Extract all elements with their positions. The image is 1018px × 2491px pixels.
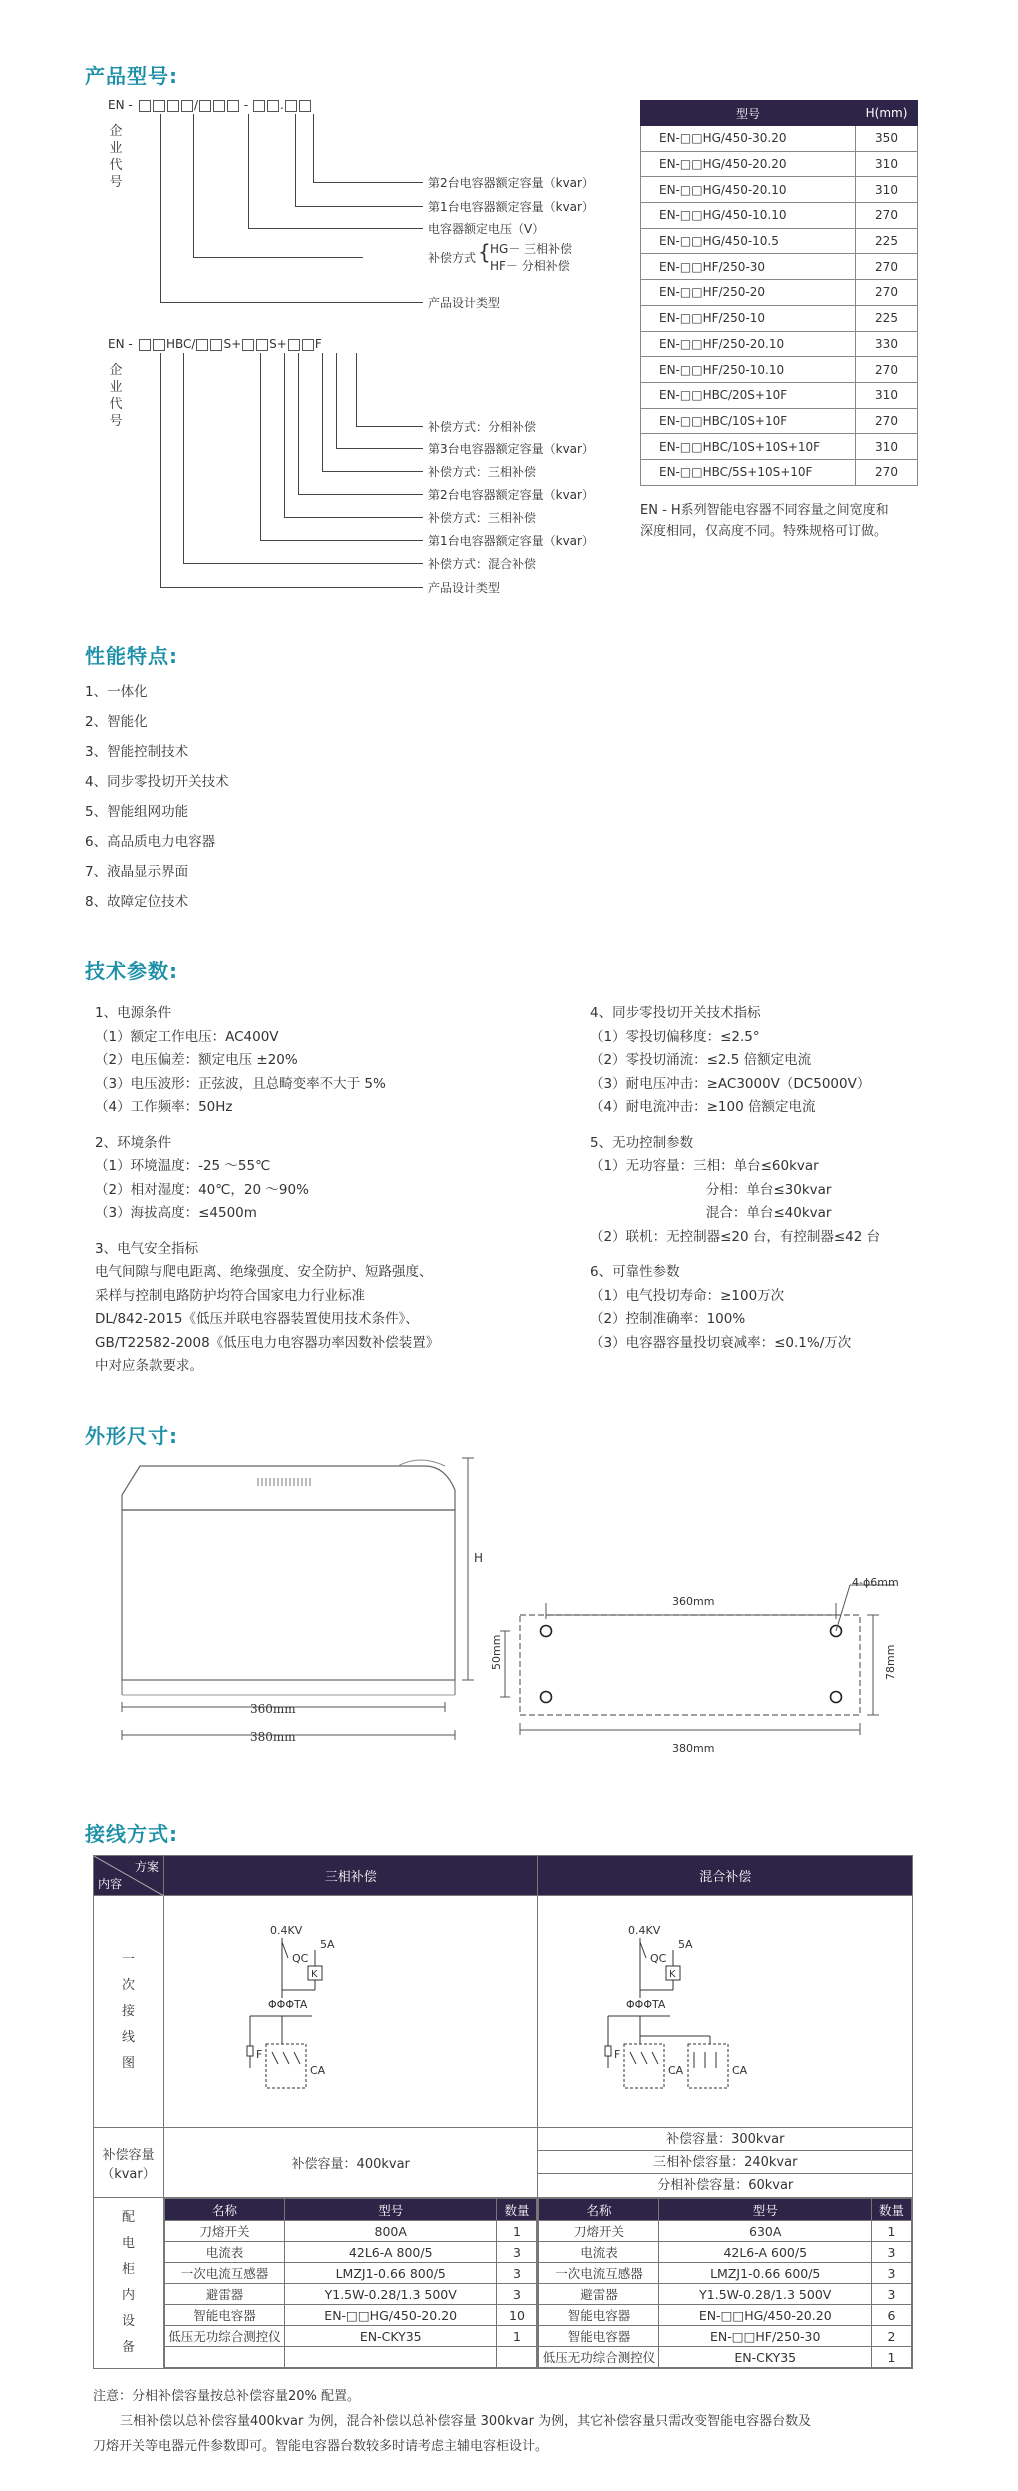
section-title-tech: 技术参数: — [85, 959, 178, 983]
wiring-row-diagram-label: 一 次 接 线 图 — [94, 1896, 164, 2128]
equip-cell: LMZJ1-0.66 600/5 — [659, 2263, 872, 2284]
equip-cell: 2 — [872, 2326, 912, 2347]
equip-cell: 42L6-A 800/5 — [284, 2242, 497, 2263]
equip-cell: 一次电流互感器 — [164, 2263, 284, 2284]
equip-cell: 智能电容器 — [164, 2305, 284, 2326]
table-row — [539, 2326, 912, 2347]
feature-item: 4、同步零投切开关技术 — [85, 774, 229, 790]
equip-cell: 3 — [497, 2263, 537, 2284]
tech-line — [95, 1226, 439, 1238]
equip-cell: LMZJ1-0.66 800/5 — [284, 2263, 497, 2284]
table-row — [641, 408, 918, 434]
model-cell: EN-□□HBC/5S+10S+10F — [641, 459, 856, 485]
height-cell: 350 — [856, 126, 918, 152]
height-cell: 310 — [856, 382, 918, 408]
dim-380-bottom: 380mm — [672, 1742, 715, 1755]
tech-params-right — [590, 1002, 880, 1355]
equip-cell: EN-□□HG/450-20.20 — [659, 2305, 872, 2326]
diagram-part — [247, 2046, 253, 2056]
equip-cell: EN-□□HG/450-20.20 — [284, 2305, 497, 2326]
tech-line: （1）额定工作电压：AC400V — [95, 1028, 279, 1045]
model-cell: EN-□□HG/450-10.10 — [641, 203, 856, 229]
table-row — [641, 305, 918, 331]
model-prefix-2: EN - — [108, 337, 133, 351]
table-row — [641, 151, 918, 177]
equip-header: 数量 — [497, 2199, 537, 2221]
feature-item: 3、智能控制技术 — [85, 744, 189, 760]
feature-item: 8、故障定位技术 — [85, 894, 189, 910]
vertical-label-2: 企 业 代 号 — [109, 363, 123, 429]
tech-line: 2、环境条件 — [95, 1134, 172, 1151]
model-cell: EN-□□HG/450-20.10 — [641, 177, 856, 203]
model-code-diagram-2 — [108, 337, 628, 602]
legend-1-0: 第2台电容器额定容量（kvar） — [428, 176, 594, 190]
table-row — [641, 126, 918, 152]
equip-cell: 1 — [497, 2326, 537, 2347]
equip-cell: 避雷器 — [539, 2284, 659, 2305]
model-cell: EN-□□HBC/10S+10S+10F — [641, 434, 856, 460]
table-row — [641, 280, 918, 306]
diagram-label: 0.4KV — [269, 1924, 303, 1937]
wiring-col-three-phase: 三相补偿 — [163, 1856, 538, 1896]
equipment-three-phase — [163, 2198, 538, 2369]
table-row — [164, 2263, 537, 2284]
diagram-part — [624, 2044, 664, 2088]
note-2: 刀熔开关等电器元件参数即可。智能电容器台数较多时请考虑主辅电容柜设计。 — [93, 2439, 549, 2454]
equipment-mixed — [538, 2198, 913, 2369]
equip-cell: 1 — [497, 2221, 537, 2242]
diagram-part — [272, 2052, 278, 2064]
dim-50: 50mm — [490, 1634, 503, 1670]
equip-cell: 42L6-A 600/5 — [659, 2242, 872, 2263]
equip-header: 数量 — [872, 2199, 912, 2221]
equip-header: 型号 — [659, 2199, 872, 2221]
tech-line: （1）无功容量：三相：单台≤60kvar — [590, 1158, 819, 1174]
section-title-model: 产品型号: — [85, 64, 178, 88]
diagram-label: ΦΦΦTA — [626, 1998, 666, 2011]
code-boxes-1: / - . — [138, 98, 312, 113]
diagram-part — [283, 2052, 289, 2064]
tech-line — [590, 1120, 880, 1132]
diagram-part — [294, 2052, 300, 2064]
tech-line: （3）耐电压冲击：≥AC3000V（DC5000V） — [590, 1075, 871, 1092]
tech-line: GB/T22582-2008《低压电力电容器功率因数补偿装置》 — [95, 1334, 440, 1351]
table-row — [164, 2242, 537, 2263]
front-view-drawing — [100, 1450, 500, 1750]
table-row — [641, 459, 918, 485]
diagram-label: 0.4KV — [628, 1924, 661, 1937]
equip-cell: EN-CKY35 — [659, 2347, 872, 2368]
height-cell: 225 — [856, 228, 918, 254]
table-row — [641, 434, 918, 460]
equip-cell: 3 — [872, 2263, 912, 2284]
diagram-label: CA — [309, 2064, 326, 2077]
table-row — [641, 331, 918, 357]
legend-2-7: 产品设计类型 — [428, 581, 501, 595]
diagram-part — [266, 2044, 306, 2088]
diagram-label: 5A — [678, 1938, 694, 1951]
dim-h-label: H — [474, 1551, 484, 1565]
tech-line: （4）工作频率：50Hz — [95, 1099, 233, 1115]
diagram-part — [605, 2046, 611, 2056]
table-row — [539, 2221, 912, 2242]
model-cell: EN-□□HBC/20S+10F — [641, 382, 856, 408]
tech-line: （3）电压波形：正弦波，且总畸变率不大于 5% — [95, 1075, 386, 1092]
diagram-part — [652, 2052, 658, 2064]
table-row — [641, 254, 918, 280]
equip-cell: 一次电流互感器 — [539, 2263, 659, 2284]
feature-item: 5、智能组网功能 — [85, 804, 189, 820]
model-cell: EN-□□HG/450-30.20 — [641, 126, 856, 152]
model-table-note: EN - H系列智能电容器不同容量之间宽度和 深度相同，仅高度不同。特殊规格可订做。 — [640, 503, 889, 539]
feature-item: 1、一体化 — [85, 684, 148, 700]
wiring-col-mixed: 混合补偿 — [538, 1856, 913, 1896]
height-cell: 330 — [856, 331, 918, 357]
height-cell: 270 — [856, 203, 918, 229]
equip-cell: 低压无功综合测控仪 — [164, 2326, 284, 2347]
dim-380-front: 380mm — [250, 1730, 296, 1744]
note-0: 注意：分相补偿容量按总补偿容量20% 配置。 — [93, 2389, 361, 2404]
tech-line: （2）电压偏差：额定电压 ±20% — [95, 1052, 298, 1068]
model-code-diagram-1: EN - / - . 企 业 代 号 第2台电容器额定容量（kvar） 第1台电容器额定容量（kvar） 电容器额定电压（V） 补偿方式 { HG－ 三相补偿 HF－ 分相补偿 产品设计类型 — [108, 98, 594, 310]
wiring-table — [93, 1855, 913, 2369]
height-cell: 310 — [856, 151, 918, 177]
dim-360-front: 360mm — [250, 1702, 296, 1716]
vertical-label-1: 企 业 代 号 — [109, 124, 123, 190]
note-1: 三相补偿以总补偿容量400kvar 为例，混合补偿以总补偿容量 300kvar 为例，其它补偿容量只需改变智能电容器台数及 — [120, 2414, 812, 2429]
equip-cell: 10 — [497, 2305, 537, 2326]
tech-line: （1）电气投切寿命：≥100万次 — [590, 1287, 785, 1304]
tech-line: DL/842-2015《低压并联电容器装置使用技术条件》、 — [95, 1311, 419, 1327]
table-row — [641, 177, 918, 203]
diagram-label: 5A — [319, 1938, 335, 1951]
tech-line — [95, 1120, 439, 1132]
legend-1-5: HF－ 分相补偿 — [490, 259, 570, 273]
equip-cell: 800A — [284, 2221, 497, 2242]
table-row — [164, 2326, 537, 2347]
tech-line — [590, 1249, 880, 1261]
tech-line: 电气间隙与爬电距离、绝缘强度、安全防护、短路强度、 — [95, 1264, 433, 1280]
equip-cell: 智能电容器 — [539, 2305, 659, 2326]
section-title-wiring: 接线方式: — [85, 1822, 178, 1846]
table-row — [539, 2305, 912, 2326]
legend-1-3: 补偿方式 — [428, 251, 477, 265]
section-title-features: 性能特点: — [85, 644, 178, 668]
legend-2-0: 补偿方式：分相补偿 — [428, 420, 537, 434]
capacity-three-phase: 补偿容量：400kvar — [163, 2128, 538, 2198]
equip-header: 名称 — [164, 2199, 284, 2221]
legend-2-1: 第3台电容器额定容量（kvar） — [428, 442, 594, 456]
legend-2-6: 补偿方式：混合补偿 — [428, 557, 537, 571]
diagram-label: QC — [291, 1952, 309, 1965]
equip-cell: 刀熔开关 — [164, 2221, 284, 2242]
equip-cell: Y1.5W-0.28/1.3 500V — [284, 2284, 497, 2305]
diagram-part — [630, 2052, 636, 2064]
tech-line: （1）环境温度：-25 ～55℃ — [95, 1158, 271, 1174]
diagram-label: F — [614, 2048, 621, 2061]
equip-cell: 630A — [659, 2221, 872, 2242]
equip-cell — [284, 2347, 497, 2368]
model-cell: EN-□□HF/250-20.10 — [641, 331, 856, 357]
equip-cell: Y1.5W-0.28/1.3 500V — [659, 2284, 872, 2305]
diagram-label: F — [255, 2048, 263, 2061]
equip-cell: 1 — [872, 2347, 912, 2368]
equip-cell: EN-□□HF/250-30 — [659, 2326, 872, 2347]
tech-line: 采样与控制电路防护均符合国家电力行业标准 — [95, 1287, 365, 1304]
legend-1-6: 产品设计类型 — [428, 296, 501, 310]
equip-cell: 3 — [497, 2242, 537, 2263]
section-title-dims: 外形尺寸: — [85, 1424, 178, 1448]
equip-cell — [164, 2347, 284, 2368]
model-cell: EN-□□HG/450-10.5 — [641, 228, 856, 254]
diagram-part — [640, 1942, 646, 1958]
feature-item: 6、高品质电力电容器 — [85, 834, 216, 850]
tech-line: 中对应条款要求。 — [95, 1358, 203, 1374]
height-cell: 270 — [856, 280, 918, 306]
equip-cell: 3 — [497, 2284, 537, 2305]
diagram-label: QC — [650, 1952, 667, 1965]
table-row — [641, 382, 918, 408]
legend-1-4: HG－ 三相补偿 — [490, 242, 573, 256]
height-cell: 310 — [856, 434, 918, 460]
legend-1-2: 电容器额定电压（V） — [428, 222, 545, 236]
equip-cell: EN-CKY35 — [284, 2326, 497, 2347]
table-row — [164, 2305, 537, 2326]
table-row — [539, 2242, 912, 2263]
tech-line: 混合：单台≤40kvar — [590, 1205, 832, 1221]
tech-line: 5、无功控制参数 — [590, 1134, 694, 1151]
tech-line: 6、可靠性参数 — [590, 1264, 680, 1280]
model-cell: EN-□□HF/250-10.10 — [641, 357, 856, 383]
diagram-part — [282, 1942, 288, 1958]
tech-line: （2）相对湿度：40℃，20 ～90% — [95, 1181, 309, 1198]
equip-cell: 1 — [872, 2221, 912, 2242]
legend-1-1: 第1台电容器额定容量（kvar） — [428, 200, 594, 214]
dim-78: 78mm — [884, 1644, 897, 1680]
diagram-label: CA — [668, 2064, 684, 2077]
height-cell: 225 — [856, 305, 918, 331]
model-cell: EN-□□HF/250-30 — [641, 254, 856, 280]
tech-line: （4）耐电流冲击：≥100 倍额定电流 — [590, 1099, 816, 1115]
tech-line: 4、同步零投切开关技术指标 — [590, 1005, 761, 1021]
table-row — [164, 2284, 537, 2305]
tech-params-left — [95, 1002, 439, 1379]
legend-2-4: 补偿方式：三相补偿 — [428, 511, 537, 525]
equipment-row-label: 配 电 柜 内 设 备 — [94, 2198, 164, 2369]
height-cell: 270 — [856, 459, 918, 485]
model-height-table — [640, 100, 918, 486]
tech-line: （1）零投切偏移度：≤2.5° — [590, 1028, 760, 1045]
legend-2-3: 第2台电容器额定容量（kvar） — [428, 488, 594, 502]
model-cell: EN-□□HF/250-10 — [641, 305, 856, 331]
tech-line: （2）零投切涌流：≤2.5 倍额定电流 — [590, 1052, 812, 1068]
equip-header: 名称 — [539, 2199, 659, 2221]
table-row — [641, 357, 918, 383]
equip-cell: 3 — [872, 2242, 912, 2263]
diagram-mixed — [538, 1896, 913, 2128]
model-cell: EN-□□HBC/10S+10F — [641, 408, 856, 434]
model-cell: EN-□□HG/450-20.20 — [641, 151, 856, 177]
tech-line: （2）控制准确率：100% — [590, 1311, 746, 1327]
equip-header: 型号 — [284, 2199, 497, 2221]
diagram-part — [641, 2052, 647, 2064]
legend-2-5: 第1台电容器额定容量（kvar） — [428, 534, 594, 548]
dim-360-bottom: 360mm — [672, 1595, 715, 1608]
equip-cell: 电流表 — [539, 2242, 659, 2263]
diagram-label: ΦΦΦTA — [267, 1998, 308, 2011]
table-row — [539, 2263, 912, 2284]
equip-cell: 避雷器 — [164, 2284, 284, 2305]
table-row — [539, 2347, 912, 2368]
table-row — [164, 2221, 537, 2242]
equip-cell: 低压无功综合测控仪 — [539, 2347, 659, 2368]
diagram-three-phase — [163, 1896, 538, 2128]
equip-cell: 3 — [872, 2284, 912, 2305]
diagram-label: CA — [732, 2064, 748, 2077]
code-boxes-2: HBC/ S+ S+ F — [138, 337, 322, 352]
feature-item: 7、液晶显示界面 — [85, 864, 189, 880]
height-cell: 270 — [856, 357, 918, 383]
equip-cell: 刀熔开关 — [539, 2221, 659, 2242]
table-header-height: H(mm) — [856, 101, 918, 126]
tech-line: 3、电气安全指标 — [95, 1240, 199, 1257]
diagram-label: K — [310, 1969, 318, 1980]
equip-cell: 电流表 — [164, 2242, 284, 2263]
table-row — [641, 203, 918, 229]
wiring-corner: 方案 内容 — [94, 1856, 164, 1896]
table-header-model: 型号 — [641, 101, 856, 126]
dim-holes: 4-ϕ6mm — [852, 1576, 899, 1589]
model-prefix-1: EN - — [108, 98, 133, 112]
tech-line: （3）电容器容量投切衰减率：≤0.1%/万次 — [590, 1334, 852, 1351]
legend-2-2: 补偿方式：三相补偿 — [428, 465, 537, 479]
table-row — [641, 228, 918, 254]
table-row — [539, 2284, 912, 2305]
feature-item: 2、智能化 — [85, 714, 148, 730]
tech-line: （3）海拔高度：≤4500m — [95, 1205, 257, 1221]
equip-cell — [497, 2347, 537, 2368]
tech-line: 1、电源条件 — [95, 1005, 172, 1021]
diagram-label: K — [669, 1969, 677, 1980]
capacity-label: 补偿容量 （kvar） — [94, 2128, 164, 2198]
table-row — [164, 2347, 537, 2368]
height-cell: 270 — [856, 254, 918, 280]
tech-line: 分相：单台≤30kvar — [590, 1181, 832, 1198]
equip-cell: 智能电容器 — [539, 2326, 659, 2347]
equip-cell: 6 — [872, 2305, 912, 2326]
height-cell: 270 — [856, 408, 918, 434]
height-cell: 310 — [856, 177, 918, 203]
model-cell: EN-□□HF/250-20 — [641, 280, 856, 306]
capacity-mixed: 补偿容量：300kvar 三相补偿容量：240kvar 分相补偿容量：60kvar — [538, 2128, 913, 2198]
tech-line: （2）联机：无控制器≤20 台，有控制器≤42 台 — [590, 1228, 881, 1245]
